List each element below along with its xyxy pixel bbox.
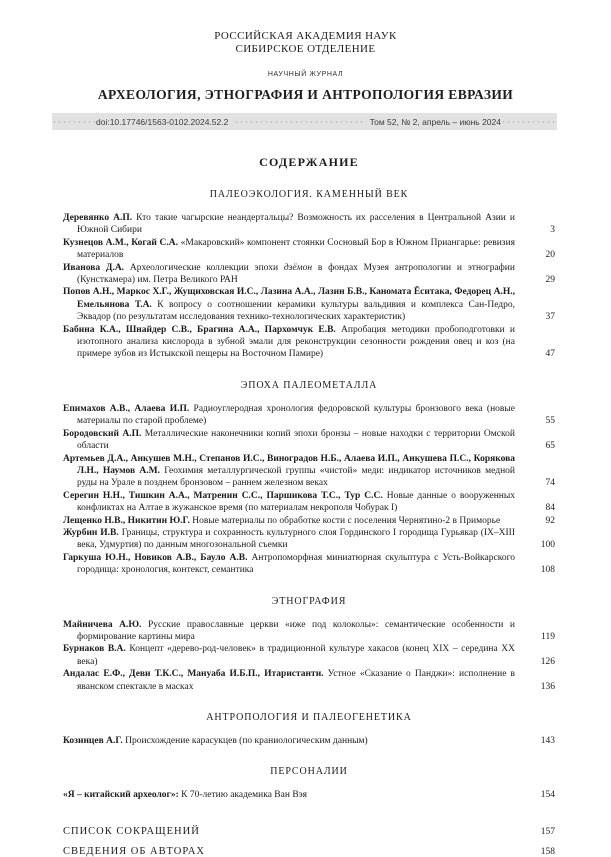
entry-text: Журбин И.В. Границы, структура и сохранность культурного слоя Гординского I городища Гурьякар (IX–XIII века, Удмуртия) по данным многозональной съемки [63, 527, 515, 551]
entry-authors: Андалас Е.Ф., Деви Т.К.С., Мануаба И.Б.П., Итаристанти. [63, 669, 324, 680]
toc-entry [63, 527, 555, 552]
toc-entry [63, 490, 555, 515]
entry-page-number: 84 [545, 503, 555, 514]
entry-authors: Кузнецов А.М., Когай С.А. [63, 237, 178, 248]
toc-entry [63, 237, 555, 262]
entry-authors: Епимахов А.В., Алаева И.П. [63, 403, 190, 414]
entry-page-number: 47 [545, 349, 555, 360]
backmatter-title: СВЕДЕНИЯ ОБ АВТОРАХ [63, 845, 205, 857]
journal-type-label: НАУЧНЫЙ ЖУРНАЛ [267, 71, 344, 78]
entry-text: Епимахов А.В., Алаева И.П. Радиоуглеродная хронология федоровской культуры бронзового века (новые материалы по старой проблеме) [63, 403, 515, 427]
entry-page-number: 3 [550, 225, 555, 236]
journal-title: АРХЕОЛОГИЯ, ЭТНОГРАФИЯ И АНТРОПОЛОГИЯ ЕВРАЗИИ [97, 87, 514, 102]
entry-text: «Я – китайский археолог»: К 70-летию академика Ван Вэя [63, 790, 307, 801]
toc-entry [63, 428, 555, 453]
entry-text: Козинцев А.Г. Происхождение карасукцев (по краниологическим данным) [63, 736, 368, 746]
backmatter-row [63, 826, 555, 837]
entry-text: Майничева А.Ю. Русские православные церкви «иже под колоколы»: семантические особенности и формирование картины мира [63, 619, 515, 642]
entry-authors: Лещенко Н.В., Никитин Ю.Г. [63, 515, 190, 526]
backmatter-row [63, 846, 555, 857]
contents-title: СОДЕРЖАНИЕ [259, 155, 359, 169]
entry-page-number: 100 [540, 540, 555, 551]
dotted-leader [501, 119, 557, 125]
entry-page-number: 92 [545, 515, 555, 526]
toc-entry [63, 643, 555, 668]
entry-authors: Гаркуша Ю.Н., Новиков А.В., Бауло А.В. [63, 552, 248, 563]
entry-text: Лещенко Н.В., Никитин Ю.Г. Новые материалы по обработке кости с поселения Чернятино-2 в Приморье [63, 515, 501, 526]
section-title: ПАЛЕОЭКОЛОГИЯ. КАМЕННЫЙ ВЕК [209, 189, 409, 200]
entry-page-number: 74 [545, 478, 555, 489]
entry-authors: «Я – китайский археолог»: [63, 790, 179, 801]
entry-authors: Иванова Д.А. [63, 262, 125, 273]
entry-authors: Артемьев Д.А., Анкушев М.Н., Степанов И.С., Виноградов Н.Б., Алаева И.П., Анкушева П.С., Корякова Л.Н., Наумов А.М. [63, 453, 515, 476]
toc-entry [63, 789, 555, 801]
entry-text: Попов А.Н., Маркос Х.Г., Жущиховская И.С., Лазина А.А., Лазин Б.В., Каномата Ёситака, Федорец А.Н., Емельянова Т.А. К вопросу о соотношении керамики культуры вальдивия и комплекса Сан-Педро, Эквадор (по результатам исследования технико-технологических характеристик) [63, 287, 515, 323]
entry-authors: Бурнаков В.А. [63, 644, 126, 655]
entry-page-number: 29 [545, 275, 555, 286]
entry-page-number: 108 [540, 565, 555, 576]
toc-entry [63, 453, 555, 490]
toc-entry [63, 552, 555, 577]
branch-name: СИБИРСКОЕ ОТДЕЛЕНИЕ [235, 43, 376, 55]
section-title: ЭПОХА ПАЛЕОМЕТАЛЛА [240, 379, 378, 391]
table-of-contents [63, 155, 555, 857]
toc-entry [63, 619, 555, 644]
entry-authors: Попов А.Н., Маркос Х.Г., Жущиховская И.С., Лазина А.А., Лазин Б.В., Каномата Ёситака, Федорец А.Н., Емельянова Т.А. [63, 287, 515, 310]
entry-authors: Бородовский А.П. [63, 428, 142, 439]
backmatter [63, 826, 555, 857]
section-title: ЭТНОГРАФИЯ [271, 595, 347, 607]
toc-entry [63, 212, 555, 237]
toc-entry [63, 403, 555, 428]
entry-title-italic: дзёмон [283, 262, 313, 273]
toc-entry [63, 286, 555, 323]
toc-entry [63, 515, 555, 527]
entry-authors: Бабина К.А., Шнайдер С.В., Брагина А.А., Пархомчук Е.В. [63, 324, 336, 335]
section-title: ПЕРСОНАЛИИ [270, 766, 348, 778]
entry-text: Иванова Д.А. Археологические коллекции эпохи дзёмон в фондах Музея антропологии и этнографии (Кунсткамера) им. Петра Великого РАН [63, 262, 515, 286]
issue-info-bar [52, 113, 557, 130]
entry-text: Артемьев Д.А., Анкушев М.Н., Степанов И.С., Виноградов Н.Б., Алаева И.П., Анкушева П.С., Корякова Л.Н., Наумов А.М. Геохимия металлургической группы «чистой» меди: индикатор источников медной руды на Урале в позднем бронзовом – раннем железном веках [63, 453, 515, 489]
entry-page-number: 55 [545, 416, 555, 427]
backmatter-title: СПИСОК СОКРАЩЕНИЙ [63, 825, 200, 837]
toc-sections [63, 189, 555, 802]
entry-page-number: 20 [545, 250, 555, 261]
entry-text: Кузнецов А.М., Когай С.А. «Макаровский» компонент стоянки Сосновый Бор в Южном Приангарье: ревизия материалов [63, 237, 516, 261]
backmatter-page-number: 158 [540, 846, 555, 857]
entry-authors: Майничева А.Ю. [63, 619, 142, 630]
toc-entry [63, 324, 555, 361]
entry-text: Андалас Е.Ф., Деви Т.К.С., Мануаба И.Б.П., Итаристанти. Устное «Сказание о Панджи»: исполнение в яванском спектакле в масках [63, 669, 516, 692]
toc-entry [63, 262, 555, 287]
entry-authors: Серегин Н.Н., Тишкин А.А., Матренин С.С., Паршикова Т.С., Тур С.С. [63, 490, 383, 501]
entry-authors: Деревянко А.П. [63, 213, 133, 223]
entry-text: Деревянко А.П. Кто такие чагырские неандертальцы? Возможность их расселения в Центральной Азии и Южной Сибири [63, 213, 515, 236]
entry-page-number: 65 [545, 441, 555, 452]
academy-name: РОССИЙСКАЯ АКАДЕМИЯ НАУК [214, 30, 397, 42]
entry-page-number: 37 [545, 312, 555, 323]
backmatter-page-number: 157 [540, 826, 555, 837]
dotted-leader [234, 119, 363, 125]
entry-text: Бородовский А.П. Металлические наконечники копий эпохи бронзы – новые находки с территории Омской области [63, 428, 515, 452]
entry-page-number: 136 [540, 681, 555, 692]
entry-text: Гаркуша Ю.Н., Новиков А.В., Бауло А.В. Антропоморфная миниатюрная скульптура с Усть-Войкарского городища: хронология, контекст, семантика [63, 552, 515, 576]
entry-page-number: 126 [540, 656, 555, 667]
toc-entry [63, 735, 555, 747]
entry-text: Серегин Н.Н., Тишкин А.А., Матренин С.С., Паршикова Т.С., Тур С.С. Новые данные о вооруженных конфликтах на Алтае в жужанское время (по материалам некрополя Чобурак I) [63, 490, 516, 514]
toc-entry [63, 668, 555, 693]
entry-text: Бабина К.А., Шнайдер С.В., Брагина А.А., Пархомчук Е.В. Апробация методики пробоподготовки и изотопного анализа кислорода в зубной эмали для реконструкции сезонности рождения овец и коз (на примере зубов из Истыкской пещеры на Восточном Памире) [63, 324, 515, 360]
doi-text: doi:10.17746/1563-0102.2024.52.2 [96, 116, 229, 127]
entry-page-number: 119 [541, 631, 555, 642]
section-title: АНТРОПОЛОГИЯ И ПАЛЕОГЕНЕТИКА [206, 712, 412, 723]
issue-text: Том 52, № 2, апрель – июнь 2024 [369, 116, 501, 127]
entry-authors: Козинцев А.Г. [63, 736, 123, 746]
entry-page-number: 143 [540, 736, 555, 746]
dotted-leader [52, 119, 96, 125]
entry-text: Бурнаков В.А. Концепт «дерево-род-человек» в традиционной культуре хакасов (конец XIX – середина XX века) [63, 644, 515, 667]
entry-page-number: 154 [540, 790, 555, 801]
entry-authors: Журбин И.В. [63, 527, 119, 538]
